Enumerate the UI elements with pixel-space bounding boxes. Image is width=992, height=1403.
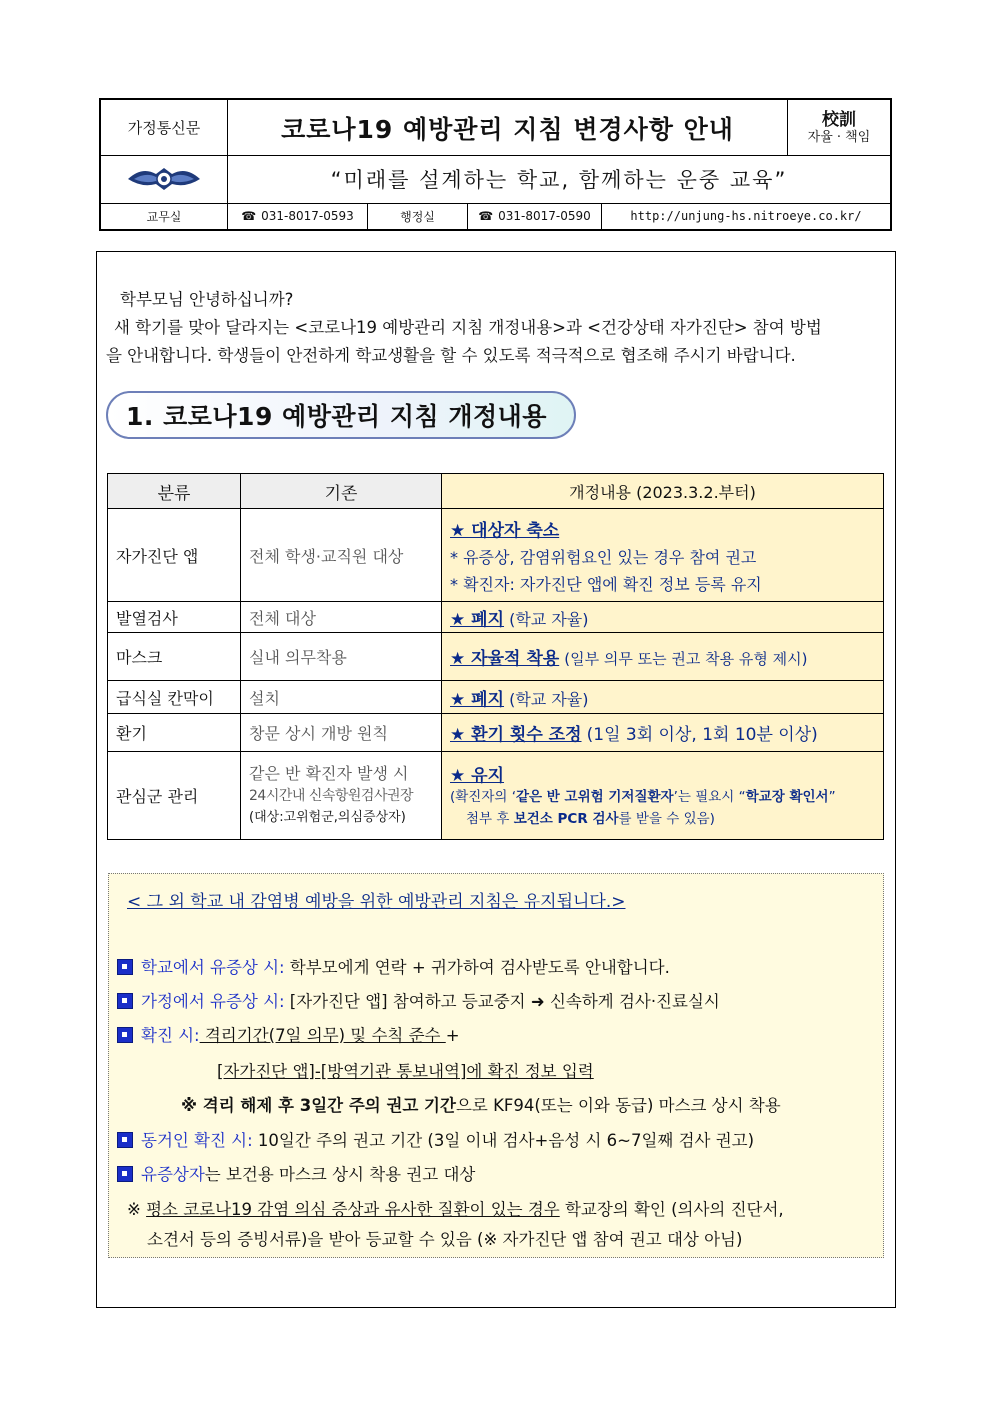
note-text: 학교장의 확인 (의사의 진단서, [559,1200,784,1219]
item-text: 10일간 주의 권고 기간 (3일 이내 검사+음성 시 6~7일째 검사 권고) [252,1131,755,1150]
note-text: (확진자의 ‘ [450,789,517,805]
row-before-line: (대상:고위험군,의심증상자) [249,809,406,825]
item-heading: 확진 시: [141,1026,200,1045]
row-after-note: (일부 의무 또는 권고 착용 유형 제시) [564,650,808,668]
note-text: ” [828,789,836,805]
header-slogan-row [101,155,890,204]
intro-line: 새 학기를 맞아 달라지는 <코로나19 예방관리 지침 개정내용>과 <건강상태 자가진단> 참여 방법 [114,318,822,337]
square-bullet-icon [117,1132,133,1148]
office2-phone [468,203,602,229]
box-title: < 그 외 학교 내 감염병 예방을 위한 예방관리 지침은 유지됩니다.> [127,892,626,912]
guideline-changes-table [107,473,884,840]
office1-label: 교무실 [101,203,228,229]
motto-heading: 校訓 [822,109,856,130]
list-item [117,1161,475,1185]
office2-label: 행정실 [368,203,468,229]
row-before: 전체 대상 [241,602,442,633]
intro-line: 을 안내합니다. 학생들이 안전하게 학교생활을 할 수 있도록 적극적으로 협조해 주시기 바랍니다. [106,346,796,365]
list-item [117,1022,460,1046]
row-after-sub: * 확진자: 자가진단 앱에 확진 정보 등록 유지 [450,574,762,594]
row-after [442,509,884,602]
row-category: 발열검사 [108,602,241,633]
row-after-main: ★ 자율적 착용 [450,649,560,669]
item-heading: 가정에서 유증상 시: [141,992,285,1011]
row-category: 환기 [108,714,241,752]
school-slogan: “미래를 설계하는 학교, 함께하는 운중 교육” [330,168,788,192]
list-item-note [181,1092,781,1116]
note-emphasis: ※ 격리 해제 후 3일간 주의 권고 기간 [181,1096,456,1115]
square-bullet-icon [117,959,133,975]
table-row [108,752,884,840]
row-after [442,681,884,714]
row-after-note-line [450,786,875,808]
square-bullet-icon [117,993,133,1009]
footnote-line: 소견서 등의 증빙서류)을 받아 등교할 수 있음 (※ 자가진단 앱 참여 권고 대상 아님) [147,1230,743,1249]
row-after [442,752,884,840]
other-guidelines-box [108,873,884,1258]
row-category: 관심군 관리 [108,752,241,840]
page-title: 코로나19 예방관리 지침 변경사항 안내 [228,100,788,155]
table-header-cell: 개정내용 (2023.3.2.부터) [442,474,884,509]
square-bullet-icon [117,1027,133,1043]
office1-phone [228,203,368,229]
section-title: 1. 코로나19 예방관리 지침 개정내용 [126,402,547,431]
office2-phone-number: 031-8017-0590 [498,209,591,223]
row-before-line: 같은 반 확진자 발생 시 [249,763,409,783]
item-heading: 유증상자 [141,1165,205,1184]
row-after-note: (학교 자율) [509,609,589,629]
item-text: 는 보건용 마스크 상시 착용 권고 대상 [204,1165,476,1184]
row-category: 급식실 칸막이 [108,681,241,714]
phone-icon: ☎ [478,209,494,223]
doc-type-label: 가정통신문 [101,100,228,155]
note-emphasis: 같은 반 고위험 기저질환자 [516,789,674,805]
table-row [108,509,884,602]
table-row [108,633,884,681]
footnote-line [127,1196,784,1220]
table-header-cell: 기존 [241,474,442,509]
row-after-note: (1일 3회 이상, 1회 10분 이상) [586,725,818,745]
item-text: 격리기간(7일 의무) 및 수칙 준수 [199,1026,446,1045]
item-text: + [445,1026,460,1045]
item-heading: 동거인 확진 시: [141,1131,253,1150]
row-after [442,633,884,681]
list-item [117,988,720,1012]
table-header-cell: 분류 [108,474,241,509]
row-after-main: ★ 환기 횟수 조정 [450,725,582,745]
note-emphasis: 보건소 PCR 검사 [513,811,619,827]
item-text: [자가진단 앱] 참여하고 등교중지 ➜ 신속하게 검사·진료실시 [284,992,720,1011]
school-motto [788,100,890,155]
header-contact-row [101,203,890,229]
item-heading: 학교에서 유증상 시: [141,958,285,977]
table-row [108,714,884,752]
list-item [117,1127,754,1151]
row-after [442,602,884,633]
table-header-row [108,474,884,509]
note-text: ’는 필요시 “ [673,789,746,805]
note-emphasis: 평소 코로나19 감염 의심 증상과 유사한 질환이 있는 경우 [146,1200,560,1219]
intro-greeting: 학부모님 안녕하십니까? [120,290,294,309]
school-logo [101,155,228,203]
row-before: 창문 상시 개방 원칙 [241,714,442,752]
row-category: 자가진단 앱 [108,509,241,602]
row-after [442,714,884,752]
intro-text [106,286,888,370]
note-text: ※ [127,1200,147,1219]
row-after-sub: * 유증상, 감염위험요인 있는 경우 참여 권고 [450,547,757,567]
row-after-note-line [450,808,875,830]
row-before: 실내 의무착용 [241,633,442,681]
note-text: 를 받을 수 있음) [618,811,715,827]
row-after-note: (학교 자율) [509,689,589,709]
square-bullet-icon [117,1166,133,1182]
office1-phone-number: 031-8017-0593 [261,209,354,223]
row-after-main: ★ 유지 [450,766,505,786]
phone-icon: ☎ [241,209,257,223]
row-before [241,752,442,840]
school-website-link[interactable]: http://unjung-hs.nitroeye.co.kr/ [630,209,862,223]
row-before: 설치 [241,681,442,714]
table-row [108,602,884,633]
note-text: 으로 KF94(또는 이와 동급) 마스크 상시 착용 [455,1096,781,1115]
row-after-main: ★ 폐지 [450,609,505,630]
note-text: 첨부 후 [466,811,514,827]
section-heading [106,391,576,439]
note-emphasis: 학교장 확인서 [745,789,829,805]
letter-header [99,98,892,231]
row-before-line: 24시간내 신속항원검사권장 [249,787,414,804]
row-before: 전체 학생·교직원 대상 [241,509,442,602]
list-item-continuation: [자가진단 앱]-[방역기관 통보내역]에 확진 정보 입력 [217,1062,594,1081]
table-row [108,681,884,714]
school-emblem-icon [124,160,204,198]
item-text: 학부모에게 연락 + 귀가하여 검사받도록 안내합니다. [284,958,670,977]
list-item [117,954,670,978]
motto-values: 자율 · 책임 [807,129,871,145]
row-after-main: ★ 대상자 축소 [450,520,560,541]
row-after-main: ★ 폐지 [450,689,505,710]
header-title-row [101,100,890,156]
row-category: 마스크 [108,633,241,681]
